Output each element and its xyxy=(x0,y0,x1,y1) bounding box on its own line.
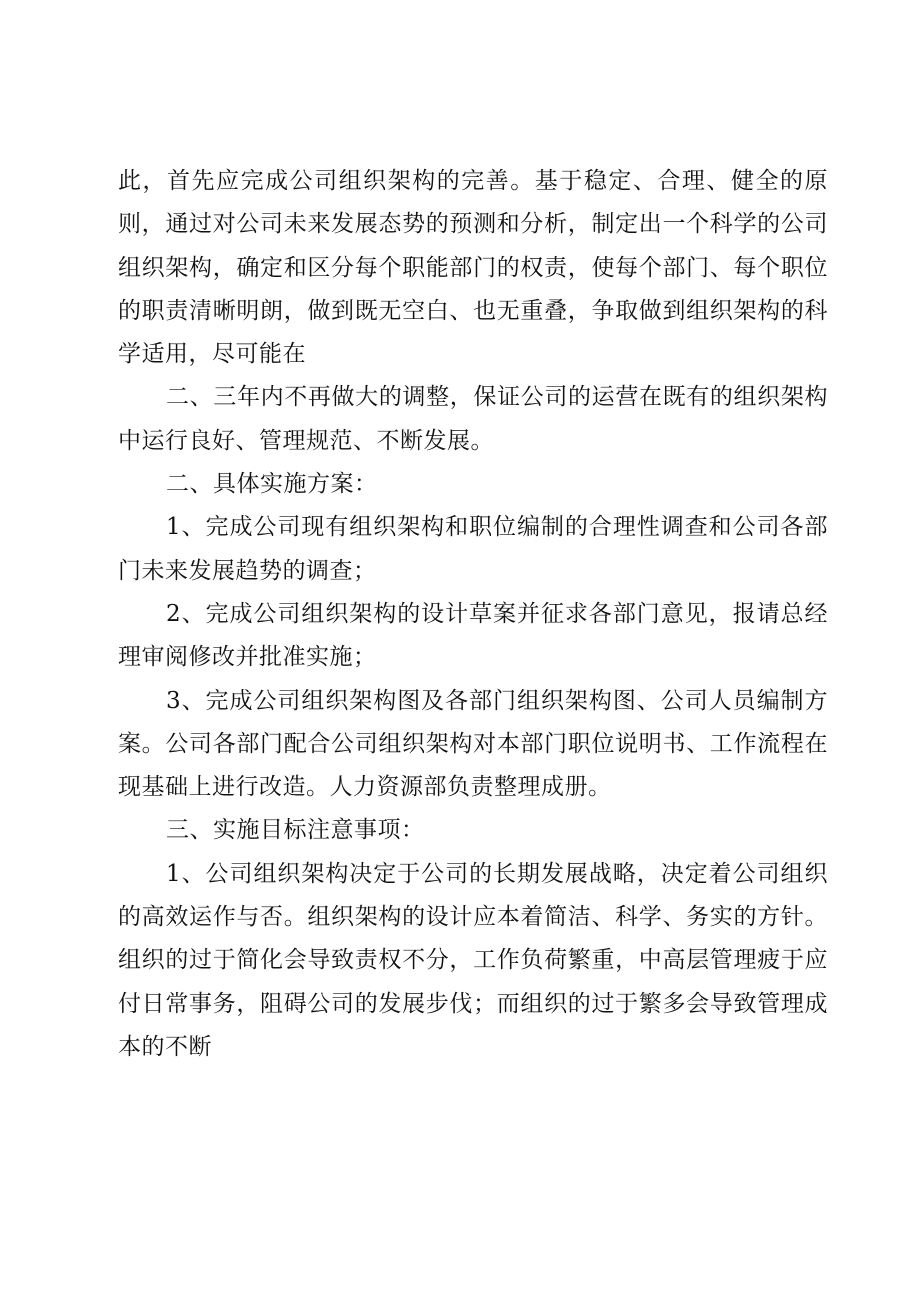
paragraph: 此，首先应完成公司组织架构的完善。基于稳定、合理、健全的原则，通过对公司未来发展态势的预测和分析，制定出一个科学的公司组织架构，确定和区分每个职能部门的权责，使每个部门、每个职位的职责清晰明朗，做到既无空白、也无重叠，争取做到组织架构的科学适用，尽可能在 xyxy=(118,168,828,368)
document-body xyxy=(118,160,828,1069)
list-item: 3、完成公司组织架构图及各部门组织架构图、公司人员编制方案。公司各部门配合公司组织架构对本部门职位说明书、工作流程在现基础上进行改造。人力资源部负责整理成册。 xyxy=(118,687,828,801)
section-heading: 三、实施目标注意事项： xyxy=(166,817,425,844)
list-item: 1、完成公司现有组织架构和职位编制的合理性调查和公司各部门未来发展趋势的调查； xyxy=(118,514,828,584)
section-heading: 二、具体实施方案： xyxy=(166,471,378,498)
list-item: 1、公司组织架构决定于公司的长期发展战略，决定着公司组织的高效运作与否。组织架构的设计应本着简洁、科学、务实的方针。组织的过于简化会导致责权不分，工作负荷繁重，中高层管理疲于应付日常事务，阻碍公司的发展步伐；而组织的过于繁多会导致管理成本的不断 xyxy=(118,860,828,1060)
paragraph: 二、三年内不再做大的调整，保证公司的运营在既有的组织架构中运行良好、管理规范、不断发展。 xyxy=(118,384,828,454)
list-item: 2、完成公司组织架构的设计草案并征求各部门意见，报请总经理审阅修改并批准实施； xyxy=(118,600,828,671)
